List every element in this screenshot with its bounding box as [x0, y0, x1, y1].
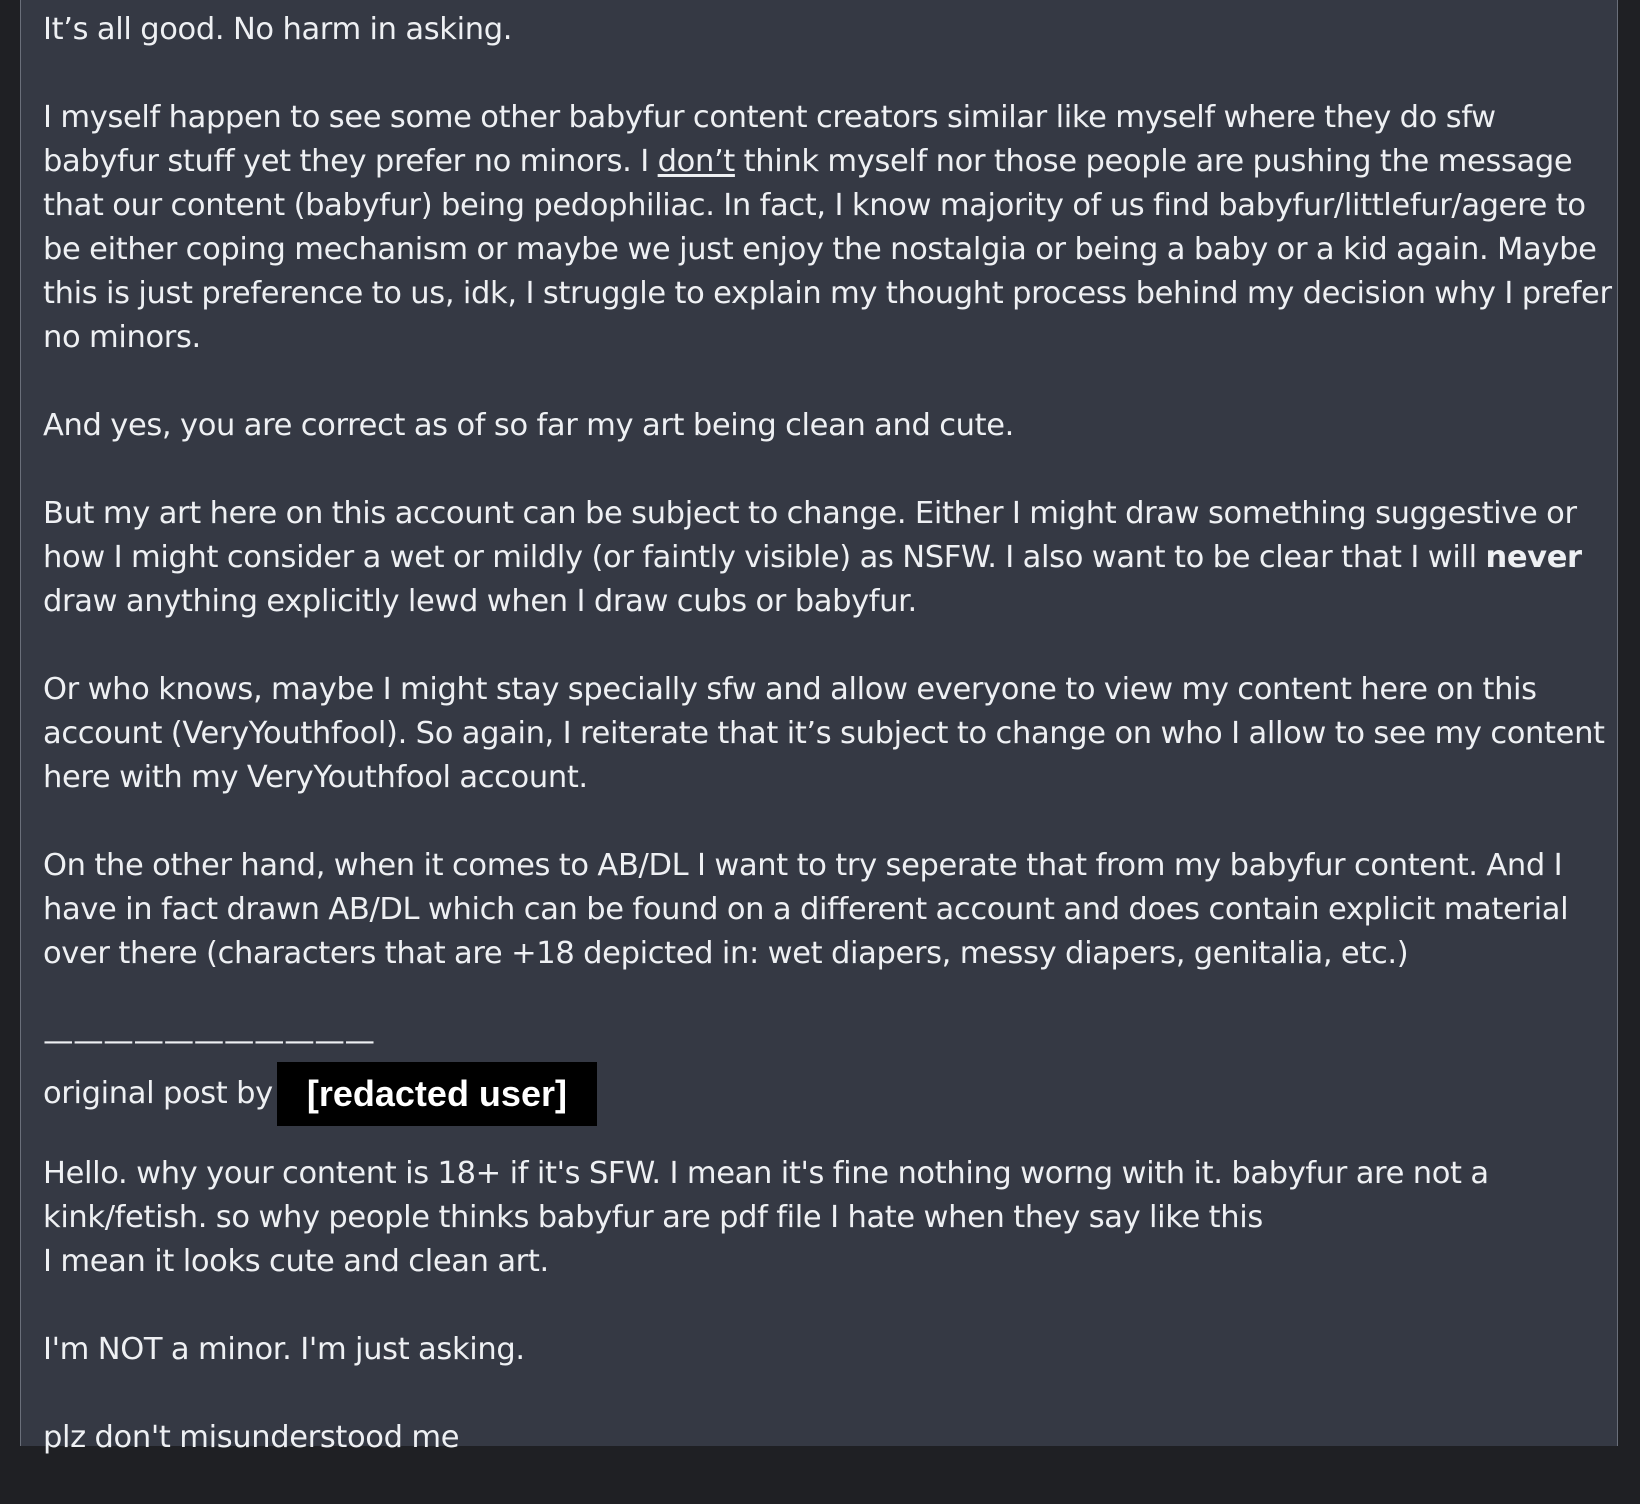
original-question-paragraph [43, 1152, 1615, 1284]
reply-paragraph-3: And yes, you are correct as of so far my art being clean and cute. [43, 408, 1015, 443]
original-question-line-1: Hello. why your content is 18+ if it's SFW. I mean it's fine nothing worng with it. babyfur are not a kink/fetish. so why people thinks babyfur are pdf file I hate when they say like this [43, 1156, 1489, 1235]
original-minor-statement: I'm NOT a minor. I'm just asking. [43, 1332, 525, 1367]
original-post-attribution [43, 1066, 1615, 1122]
original-closing-line: plz don't misunderstood me [43, 1420, 460, 1455]
reply-paragraph-4-text-a: But my art here on this account can be subject to change. Either I might draw something suggestive or how I might consider a wet or mildly (or faintly visible) as NSFW. I also want to be clear that I will [43, 496, 1577, 575]
reply-paragraph-4-text-b: draw anything explicitly lewd when I draw cubs or babyfur. [43, 584, 917, 619]
reply-paragraph-4 [43, 492, 1615, 624]
reply-paragraph-5: Or who knows, maybe I might stay specially sfw and allow everyone to view my content here on this account (VeryYouthfool). So again, I reiterate that it’s subject to change on who I allow to see my content here with my VeryYouthfool account. [43, 672, 1605, 795]
divider-line: ——————————— [43, 1024, 375, 1059]
reply-paragraph-2 [43, 96, 1615, 360]
underlined-word: don’t [657, 144, 735, 179]
redacted-username-box: [redacted user] [277, 1062, 597, 1126]
reply-paragraph-1: It’s all good. No harm in asking. [43, 12, 513, 47]
spacer-line [43, 976, 1615, 1020]
message-body [43, 8, 1615, 1504]
reply-paragraph-2-text-a: I myself happen to see some other babyfur content creators similar like myself where they do sfw babyfur stuff yet they prefer no minors. I [43, 100, 1496, 179]
reply-paragraph-2-text-b: think myself nor those people are pushing the message that our content (babyfur) being pedophiliac. In fact, I know majority of us find babyfur/littlefur/agere to be either coping mechanism or maybe we just enjoy the nostalgia or being a baby or a kid again. Maybe this is just preference to us, idk, I struggle to explain my thought process behind my decision why I prefer no minors. [43, 144, 1612, 355]
reply-paragraph-6: On the other hand, when it comes to AB/DL I want to try seperate that from my babyfur content. And I have in fact drawn AB/DL which can be found on a different account and does contain explicit material over there (characters that are +18 depicted in: wet diapers, messy diapers, genitalia, etc.) [43, 848, 1569, 971]
original-question-line-2: I mean it looks cute and clean art. [43, 1244, 549, 1279]
message-panel [20, 0, 1618, 1455]
original-post-label: original post by [43, 1076, 273, 1111]
bold-word: never [1485, 540, 1582, 575]
